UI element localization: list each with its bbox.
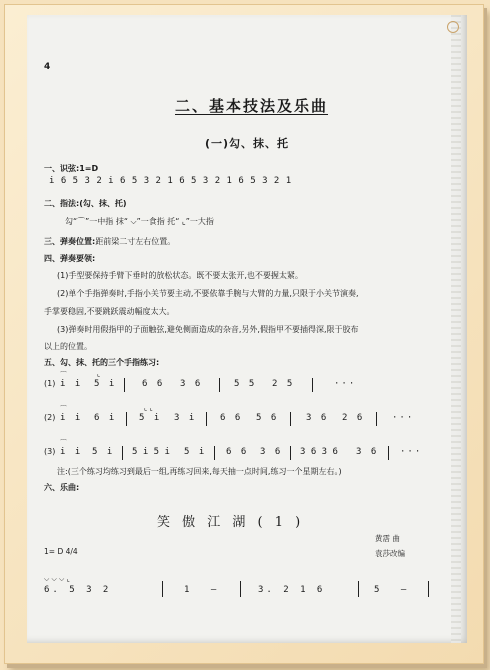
- arranger-credit: 袁莎改编: [375, 549, 405, 558]
- bar-line: [214, 446, 215, 460]
- note-group: 3 i: [174, 413, 197, 423]
- string-notes: i 6 5 3 2 i 6 5 3 2 1 6 5 3 2 1 6 5 3 2 1: [49, 176, 292, 186]
- note-group: 5 6: [256, 413, 279, 423]
- bar-line: [388, 446, 389, 460]
- bar-line: [358, 581, 359, 597]
- sub-heading: (一)勾、抹、托: [205, 137, 290, 150]
- note-group: 6 6: [226, 447, 249, 457]
- book-spine: [451, 15, 461, 643]
- note-group: i i: [60, 447, 83, 457]
- scan-frame: [4, 4, 484, 664]
- note-group: 5 5: [234, 379, 257, 389]
- bar-line: [122, 446, 123, 460]
- section-4-title: 四、弹奏要领:: [44, 254, 96, 263]
- exercise-label: (3): [44, 447, 56, 456]
- bar-line: [219, 378, 220, 392]
- tip-3-line-1: (3)弹奏时用假指甲的子面触弦,避免侧面造成的杂音,另外,假指甲不要插得深,限于胶布: [57, 325, 359, 334]
- measure: 1 —: [184, 585, 225, 595]
- section-2-title: 二、指法:(勾、抹、托): [44, 199, 127, 208]
- sheet-page: [27, 15, 467, 643]
- page-number: 4: [44, 62, 51, 72]
- bar-line: [124, 378, 125, 392]
- bar-line: [312, 378, 313, 392]
- note-group: 3 6: [306, 413, 329, 423]
- section-3-title: 三、弹奏位置:: [44, 237, 96, 246]
- measure: 3. 2 1 6: [258, 585, 326, 595]
- note-group: 2 5: [272, 379, 295, 389]
- tip-1: (1)手型要保持手臂下垂时的放松状态。既不要太张开,也不要握太紧。: [57, 271, 303, 280]
- key-signature: 1= D 4/4: [44, 547, 78, 556]
- gou-mark: ⌒: [60, 405, 67, 413]
- composer-credit: 黄霑 曲: [375, 534, 400, 543]
- note-group: 3 6: [180, 379, 203, 389]
- exercise-1: [44, 370, 444, 395]
- note-group: 6 6: [142, 379, 165, 389]
- measure: 6. 5 3 2: [44, 585, 112, 595]
- continuation: ···: [392, 413, 415, 423]
- tip-2-line-1: (2)单个手指弹奏时,手指小关节要主动,不要依靠手腕与大臂的力量,只限于小关节演奏,: [57, 289, 359, 298]
- score-line-1: [44, 573, 454, 603]
- exercise-2: [44, 404, 444, 429]
- note-group: 5 i: [92, 447, 115, 457]
- section-3-text: 距前梁二寸左右位置。: [95, 237, 176, 246]
- bar-line: [290, 412, 291, 426]
- note-group: 2 6: [342, 413, 365, 423]
- bar-line: [206, 412, 207, 426]
- note-group: i i: [60, 413, 83, 423]
- main-heading: 二、基本技法及乐曲: [175, 97, 329, 115]
- tuo-mark: ⌞: [97, 370, 101, 378]
- exercise-3: [44, 441, 454, 463]
- bar-line: [290, 446, 291, 460]
- bar-line: [240, 581, 241, 597]
- section-5-title: 五、勾、抹、托的三个手指练习:: [44, 358, 160, 367]
- exercise-label: (2): [44, 413, 56, 422]
- gou-mark: ⌒: [60, 371, 67, 379]
- note-group: 5 i: [139, 413, 162, 423]
- note-group: 6 i: [94, 413, 117, 423]
- fingering-mark: ⌵ ⌵ ⌵ ⌞: [44, 575, 70, 583]
- exercise-note: 注:(三个练习均练习到最后一组,再练习回来,每天抽一点时间,练习一个星期左右。): [57, 467, 342, 476]
- note-group: 3 6 3 6: [300, 447, 338, 457]
- exercise-label: (1): [44, 379, 56, 388]
- bar-line: [162, 581, 163, 597]
- note-group: 3 6: [356, 447, 379, 457]
- continuation: ···: [400, 447, 423, 457]
- bar-line: [126, 412, 127, 426]
- note-group: 5 i: [184, 447, 207, 457]
- gou-mark: ⌒: [60, 439, 67, 447]
- section-1-title: 一、识弦:1=D: [44, 164, 99, 173]
- note-group: 5 i 5 i: [132, 447, 170, 457]
- fingering-legend: 勾“⌒”一中指 抹“ ⌵”一食指 托“ ⌞”一大指: [65, 217, 214, 226]
- note-group: i i: [60, 379, 83, 389]
- tip-2-line-2: 手掌要稳固,不要跳跃震动幅度太大。: [44, 307, 175, 316]
- corner-stamp: [447, 21, 459, 33]
- note-group: 6 6: [220, 413, 243, 423]
- song-title: 笑 傲 江 湖 ( 1 ): [157, 515, 305, 530]
- tuo-mark: ⌞ ⌞: [144, 404, 153, 412]
- bar-line: [376, 412, 377, 426]
- note-group: 5 i: [94, 379, 117, 389]
- bar-line: [428, 581, 429, 597]
- note-group: 3 6: [260, 447, 283, 457]
- measure: 5 —: [374, 585, 415, 595]
- section-6-title: 六、乐曲:: [44, 483, 80, 492]
- continuation: ···: [334, 379, 357, 389]
- tip-3-line-2: 以上的位置。: [44, 342, 92, 351]
